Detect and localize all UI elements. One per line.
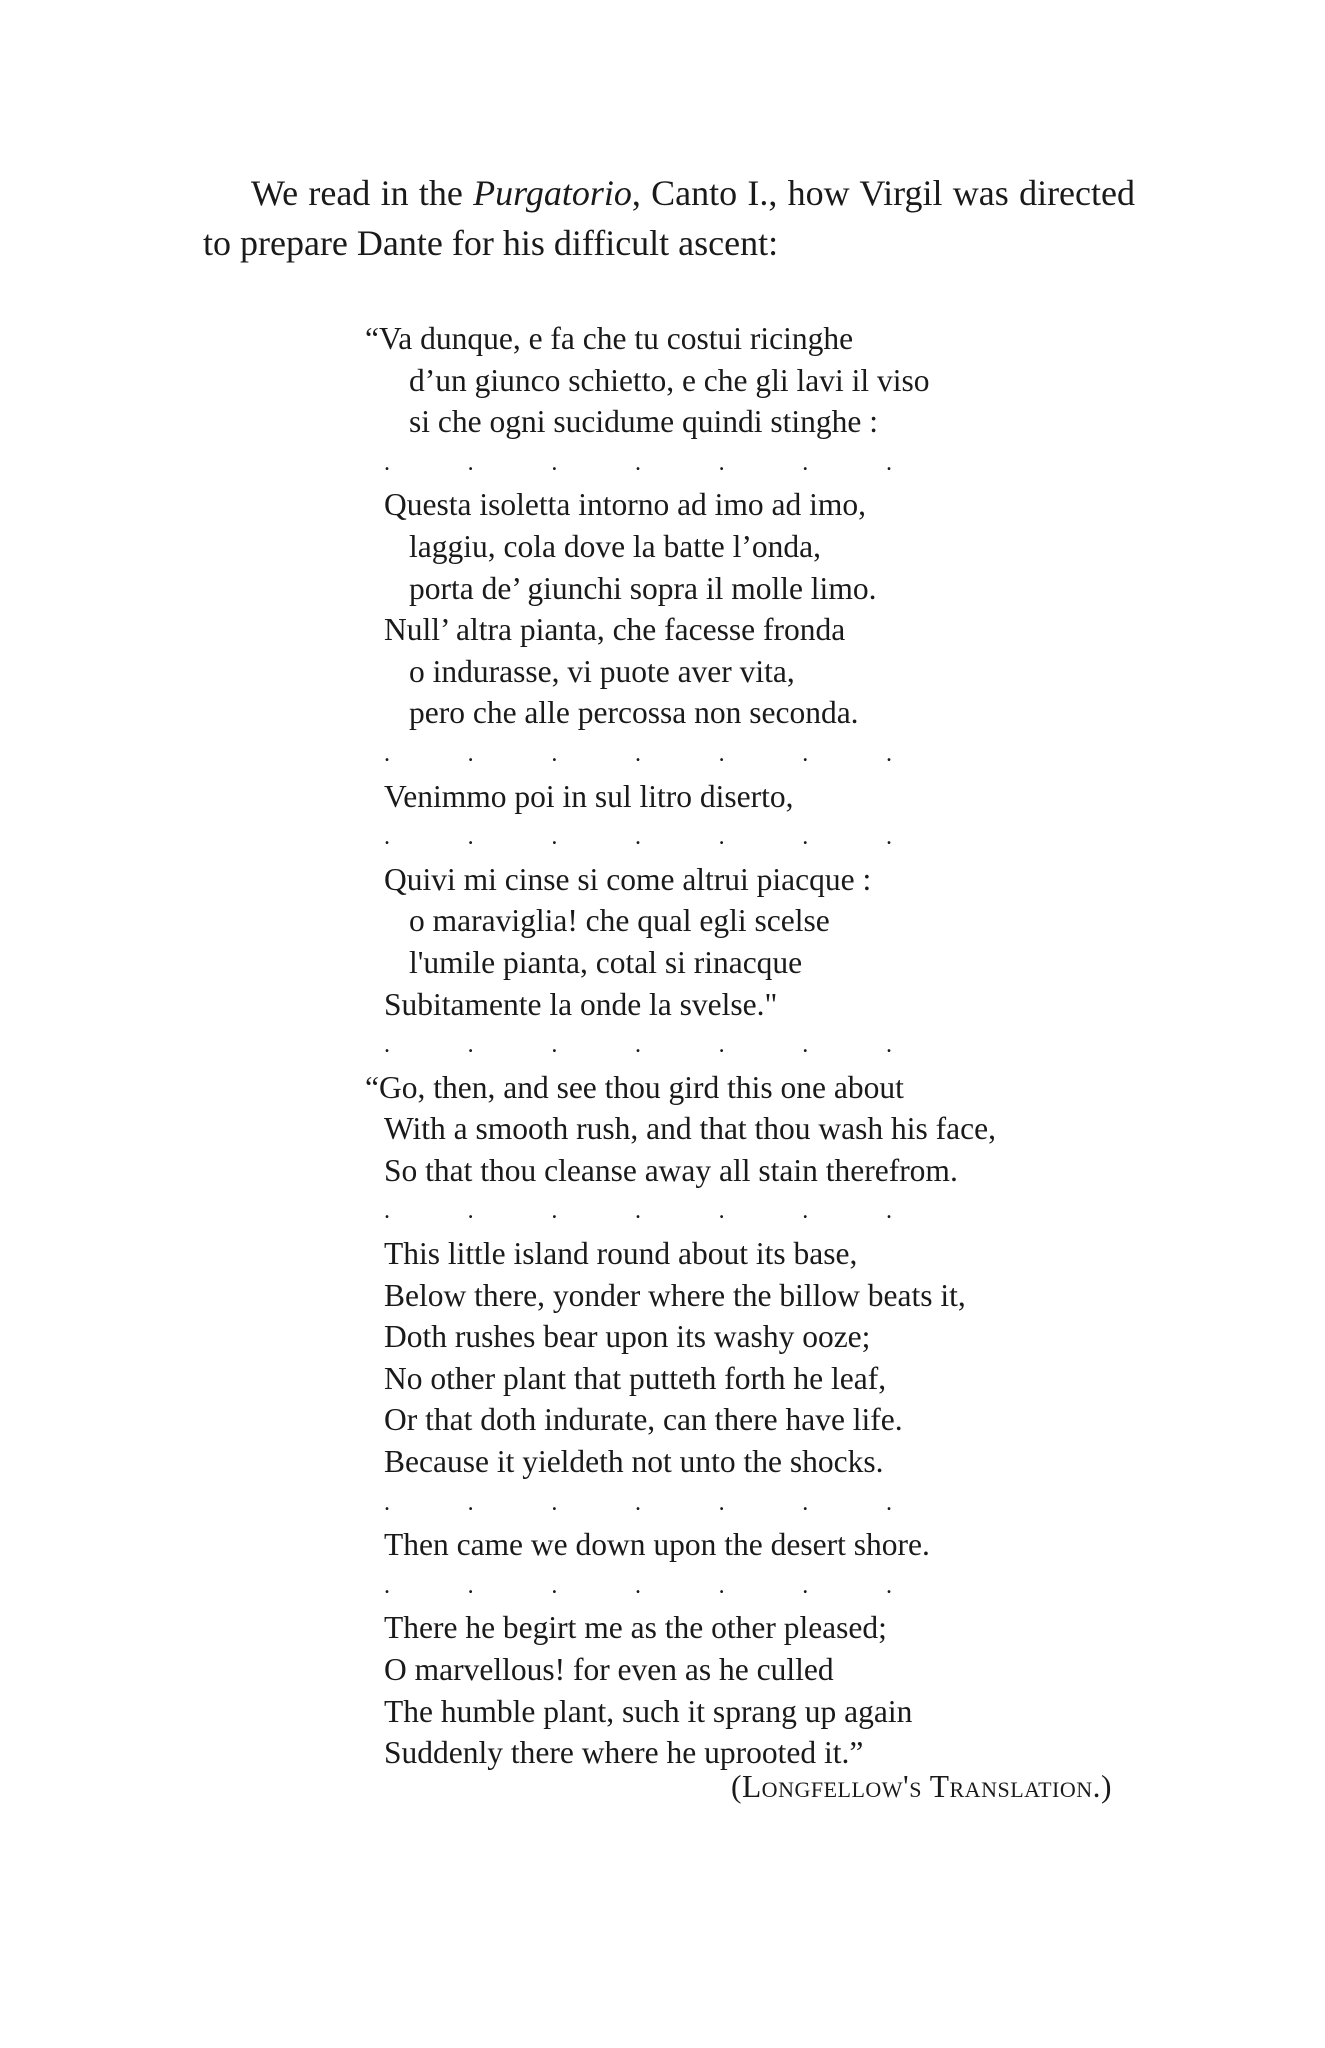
ellipsis-dot: . — [718, 1572, 725, 1599]
intro-text-start: We read in the — [251, 173, 474, 213]
work-title: Purgatorio — [473, 173, 632, 213]
ellipsis-row — [384, 1483, 892, 1525]
ellipsis-dot: . — [885, 1572, 892, 1599]
verse-line: laggiu, cola dove la batte l’onda, — [409, 528, 821, 564]
ellipsis-dot: . — [802, 1572, 809, 1599]
ellipsis-dot: . — [634, 1198, 641, 1225]
ellipsis-dot: . — [802, 1032, 809, 1059]
verse-line: Doth rushes bear upon its washy ooze; — [384, 1319, 871, 1355]
ellipsis-dot: . — [718, 740, 725, 767]
verse-line: There he begirt me as the other pleased; — [384, 1610, 887, 1646]
verse-line: Null’ altra pianta, che facesse fronda — [384, 612, 846, 648]
translation-attribution: (Longfellow's Translation.) — [730, 1769, 1112, 1804]
ellipsis-dot: . — [718, 1032, 725, 1059]
ellipsis-dot: . — [718, 1198, 725, 1225]
ellipsis-dot: . — [467, 1489, 474, 1516]
ellipsis-dot: . — [802, 1198, 809, 1225]
verse-line: No other plant that putteth forth he leaf, — [384, 1360, 887, 1396]
ellipsis-dot: . — [384, 1198, 390, 1225]
verse-line: Suddenly there where he uprooted it.” — [384, 1735, 864, 1771]
verse-line: Or that doth indurate, can there have life. — [384, 1402, 903, 1438]
ellipsis-dot: . — [551, 1572, 558, 1599]
ellipsis-dot: . — [384, 1032, 390, 1059]
ellipsis-row — [384, 817, 892, 859]
ellipsis-dot: . — [551, 824, 558, 851]
ellipsis-dot: . — [885, 740, 892, 767]
ellipsis-dot: . — [551, 1489, 558, 1516]
ellipsis-dot: . — [885, 824, 892, 851]
verse-line: “Go, then, and see thou gird this one about — [365, 1069, 904, 1105]
verse-line: Then came we down upon the desert shore. — [384, 1527, 930, 1563]
ellipsis-dot: . — [718, 824, 725, 851]
verse-line: pero che alle percossa non seconda. — [409, 695, 859, 731]
verse-line: si che ogni sucidume quindi stinghe : — [409, 404, 878, 440]
italian-verse — [365, 318, 1164, 1067]
english-verse — [365, 1067, 1164, 1774]
ellipsis-dot: . — [384, 824, 390, 851]
ellipsis-row — [384, 1025, 892, 1067]
verse-line: Subitamente la onde la svelse." — [384, 986, 778, 1022]
ellipsis-dot: . — [384, 740, 390, 767]
ellipsis-dot: . — [634, 1032, 641, 1059]
ellipsis-row — [384, 1566, 892, 1608]
ellipsis-dot: . — [467, 1198, 474, 1225]
verse-line: The humble plant, such it sprang up again — [384, 1693, 913, 1729]
ellipsis-dot: . — [885, 1032, 892, 1059]
ellipsis-dot: . — [802, 449, 809, 476]
intro-paragraph — [203, 168, 1135, 268]
ellipsis-dot: . — [551, 740, 558, 767]
ellipsis-dot: . — [551, 1032, 558, 1059]
verse-line: O marvellous! for even as he culled — [384, 1652, 834, 1687]
ellipsis-dot: . — [634, 1572, 641, 1599]
ellipsis-dot: . — [467, 824, 474, 851]
ellipsis-dot: . — [885, 1198, 892, 1225]
ellipsis-dot: . — [802, 1489, 809, 1516]
ellipsis-dot: . — [551, 449, 558, 476]
ellipsis-dot: . — [634, 740, 641, 767]
ellipsis-row — [384, 734, 892, 776]
ellipsis-dot: . — [467, 1572, 474, 1599]
ellipsis-dot: . — [551, 1198, 558, 1225]
verse-line: “Va dunque, e fa che tu costui ricinghe — [365, 321, 854, 356]
ellipsis-dot: . — [885, 449, 892, 476]
ellipsis-row — [384, 443, 892, 485]
verse-line: Quivi mi cinse si come altrui piacque : — [384, 861, 872, 897]
ellipsis-dot: . — [802, 740, 809, 767]
verse-line: Below there, yonder where the billow beats it, — [384, 1277, 966, 1313]
verse-line: Venimmo poi in sul litro diserto, — [384, 778, 794, 814]
ellipsis-dot: . — [467, 1032, 474, 1059]
verse-line: With a smooth rush, and that thou wash his face, — [384, 1111, 996, 1147]
verse-line: porta de’ giunchi sopra il molle limo. — [409, 570, 877, 606]
verse-line: o maraviglia! che qual egli scelse — [409, 903, 830, 939]
ellipsis-row — [384, 1191, 892, 1233]
ellipsis-dot: . — [384, 1489, 390, 1516]
ellipsis-dot: . — [718, 1489, 725, 1516]
ellipsis-dot: . — [802, 824, 809, 851]
ellipsis-dot: . — [384, 449, 390, 476]
ellipsis-dot: . — [885, 1489, 892, 1516]
ellipsis-dot: . — [634, 449, 641, 476]
verse-line: l'umile pianta, cotal si rinacque — [409, 944, 803, 980]
ellipsis-dot: . — [634, 824, 641, 851]
ellipsis-dot: . — [467, 449, 474, 476]
intro-text-end: , Canto I., how Virgil was directed to prepare Dante for his difficult ascent: — [203, 173, 1135, 263]
ellipsis-dot: . — [634, 1489, 641, 1516]
ellipsis-dot: . — [718, 449, 725, 476]
verse-line: So that thou cleanse away all stain therefrom. — [384, 1152, 958, 1188]
ellipsis-dot: . — [467, 740, 474, 767]
verse-line: Because it yieldeth not unto the shocks. — [384, 1444, 884, 1480]
verse-line: o indurasse, vi puote aver vita, — [409, 653, 795, 689]
poem-block — [365, 318, 1164, 1774]
ellipsis-dot: . — [384, 1572, 390, 1599]
verse-line: d’un giunco schietto, e che gli lavi il viso — [409, 362, 930, 398]
verse-line: Questa isoletta intorno ad imo ad imo, — [384, 487, 867, 523]
verse-line: This little island round about its base, — [384, 1236, 858, 1272]
